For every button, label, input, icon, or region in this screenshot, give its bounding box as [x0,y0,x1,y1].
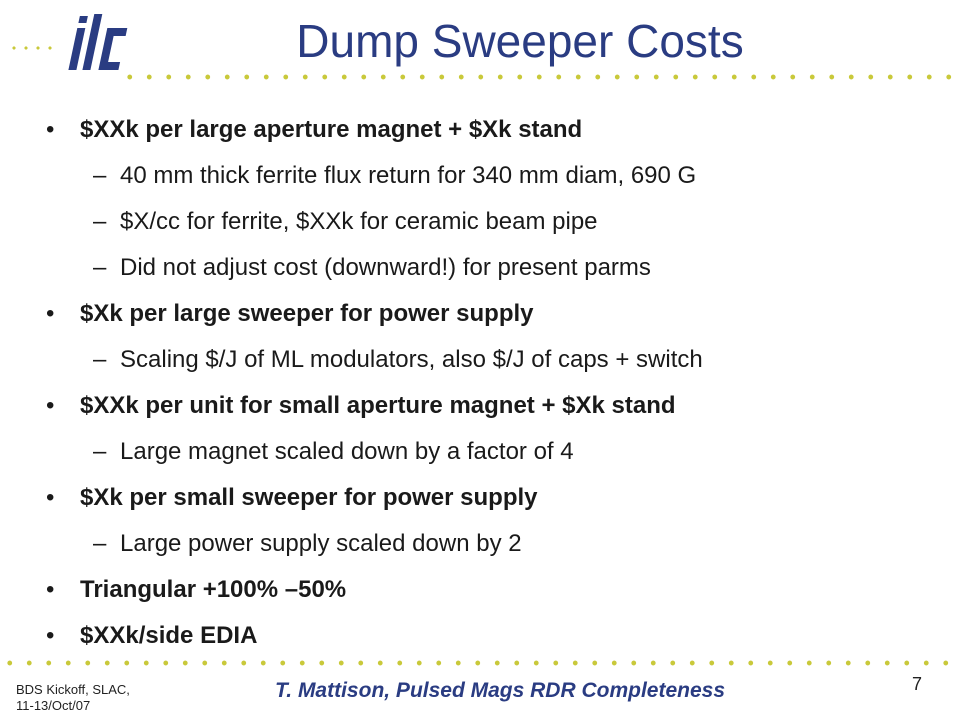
bullet-level1 [46,484,538,512]
slide-title: Dump Sweeper Costs [296,15,744,67]
bullet-level1 [46,622,258,650]
footer-event [16,682,130,715]
bullet-level2 [93,530,522,558]
footer-date-line: 11-13/Oct/07 [16,698,91,714]
bullet-level2 [93,208,598,236]
bullet-text: Triangular +100% –50% [80,576,347,603]
bullet-level1 [46,392,676,420]
bullet-marker: • [46,300,55,327]
bullet-marker: • [46,484,55,511]
footer-author-title: T. Mattison, Pulsed Mags RDR Completeness [275,679,726,702]
dash-marker: – [93,530,107,557]
bullet-level2 [93,162,697,190]
bullet-text: $XXk per unit for small aperture magnet + $Xk stand [80,392,676,419]
bullet-marker: • [46,576,55,603]
decorative-dot-row-top [120,74,960,80]
bullet-text: $XXk/side EDIA [80,622,258,649]
bullet-text: Did not adjust cost (downward!) for present parms [120,254,651,281]
bullet-text: Scaling $/J of ML modulators, also $/J of caps + switch [120,346,703,373]
dash-marker: – [93,254,107,281]
dash-marker: – [93,438,107,465]
page-number: 7 [912,674,923,694]
bullet-text: $Xk per small sweeper for power supply [80,484,538,511]
bullet-level2 [93,438,574,466]
bullet-text: $Xk per large sweeper for power supply [80,300,534,327]
bullet-level1 [46,300,534,328]
bullet-marker: • [46,116,55,143]
bullet-marker: • [46,392,55,419]
bullet-level2 [93,346,703,374]
bullet-text: $X/cc for ferrite, $XXk for ceramic beam pipe [120,208,598,235]
bullet-text: Large power supply scaled down by 2 [120,530,522,557]
dash-marker: – [93,208,107,235]
ilc-logo [66,6,134,78]
dash-marker: – [93,346,107,373]
bullet-text: $XXk per large aperture magnet + $Xk stand [80,116,583,143]
bullet-level1 [46,576,347,604]
decorative-dot-row-left [8,45,54,51]
decorative-dot-row-bottom [0,660,960,666]
bullet-marker: • [46,622,55,649]
footer-event-line: BDS Kickoff, SLAC, [16,682,130,697]
bullet-level1 [46,116,583,144]
bullet-text: Large magnet scaled down by a factor of 4 [120,438,574,465]
bullet-level2 [93,254,651,282]
dash-marker: – [93,162,107,189]
bullet-text: 40 mm thick ferrite flux return for 340 mm diam, 690 G [120,162,697,189]
